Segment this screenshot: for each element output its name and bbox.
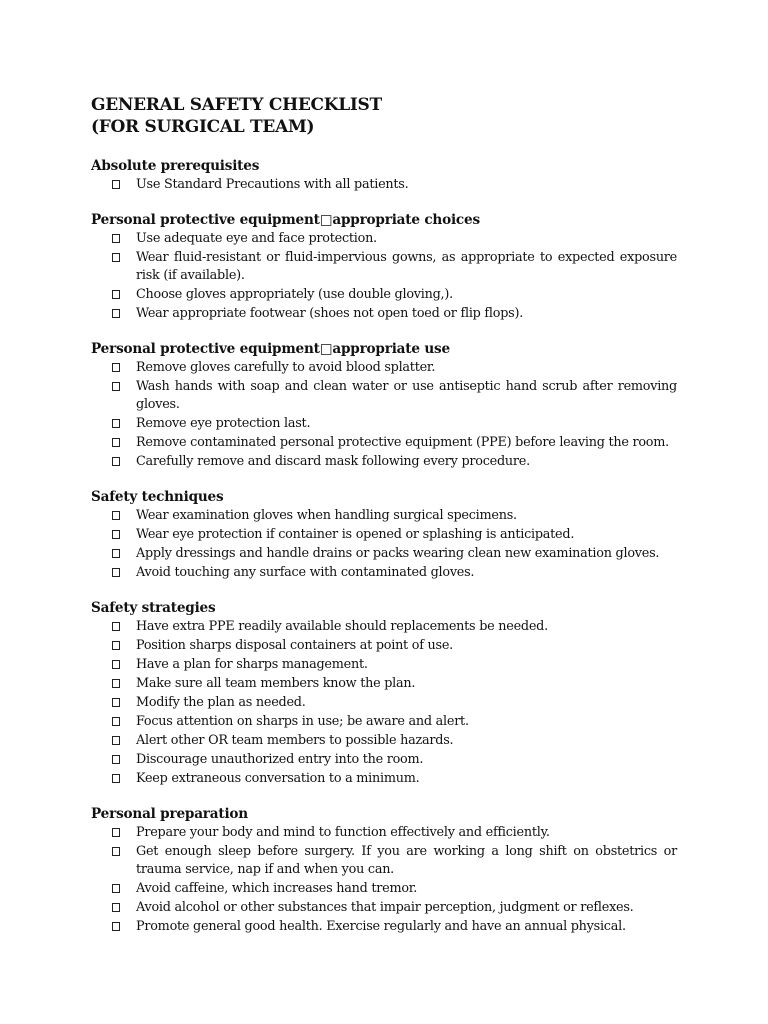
checklist-item-text: Alert other OR team members to possible hazards. [136,733,454,748]
checklist-item [91,564,677,582]
checklist-item [91,713,677,731]
checklist-item [91,880,677,898]
checkbox-icon[interactable] [112,549,120,558]
section-heading: Safety techniques [91,489,224,505]
checklist-item-text: Focus attention on sharps in use; be aware and alert. [136,714,469,729]
checklist-item-text: Remove contaminated personal protective equipment (PPE) before leaving the room. [136,435,669,450]
checklist-item-text: Avoid touching any surface with contaminated gloves. [136,565,475,580]
checkbox-icon[interactable] [112,290,120,299]
checklist-item [91,656,677,674]
checkbox-icon[interactable] [112,457,120,466]
checklist-item-text: Choose gloves appropriately (use double gloving,). [136,287,453,302]
checklist-section [91,488,677,582]
checklist-items [91,618,677,788]
checkbox-icon[interactable] [112,660,120,669]
checklist-item-text: Wear appropriate footwear (shoes not open toed or flip flops). [136,306,524,321]
checkbox-icon[interactable] [112,530,120,539]
checklist-item-text: Wear eye protection if container is opened or splashing is anticipated. [136,527,575,542]
checklist-item [91,507,677,525]
checklist-items [91,507,677,582]
checklist-item-text: Have a plan for sharps management. [136,657,368,672]
checklist-item [91,545,677,563]
checklist-section [91,157,677,194]
checklist-item [91,305,677,323]
checklist-item [91,694,677,712]
checklist-item-text: Prepare your body and mind to function effectively and efficiently. [136,825,550,840]
checklist-item [91,770,677,788]
checklist-item [91,675,677,693]
checkbox-icon[interactable] [112,774,120,783]
checkbox-icon[interactable] [112,419,120,428]
checklist-item-text: Use Standard Precautions with all patients. [136,177,409,192]
checkbox-icon[interactable] [112,679,120,688]
checklist-item [91,732,677,750]
section-heading: Safety strategies [91,600,216,616]
checklist-item-text: Have extra PPE readily available should replacements be needed. [136,619,548,634]
checkbox-icon[interactable] [112,922,120,931]
checkbox-icon[interactable] [112,698,120,707]
checklist-item-text: Avoid caffeine, which increases hand tremor. [136,881,418,896]
checklist-item [91,249,677,285]
document-title: GENERAL SAFETY CHECKLIST [91,95,382,115]
checkbox-icon[interactable] [112,736,120,745]
document-subtitle: (FOR SURGICAL TEAM) [91,117,315,137]
checklist-items [91,824,677,936]
checklist-item [91,526,677,544]
checkbox-icon[interactable] [112,568,120,577]
checklist-item-text: Wear fluid-resistant or fluid-impervious gowns, as appropriate to expected exposure risk (if available). [136,250,677,283]
checkbox-icon[interactable] [112,180,120,189]
checkbox-icon[interactable] [112,641,120,650]
checklist-section [91,211,677,323]
checkbox-icon[interactable] [112,622,120,631]
checkbox-icon[interactable] [112,363,120,372]
checklist-item [91,751,677,769]
checklist-item [91,434,677,452]
checkbox-icon[interactable] [112,511,120,520]
checklist-item [91,378,677,414]
checklist-item [91,286,677,304]
checklist-section [91,805,677,936]
section-heading: Absolute prerequisites [91,158,260,174]
checkbox-icon[interactable] [112,847,120,856]
checkbox-icon[interactable] [112,755,120,764]
section-heading: Personal protective equipment□appropriate choices [91,212,480,228]
checkbox-icon[interactable] [112,382,120,391]
checkbox-icon[interactable] [112,903,120,912]
checklist-item-text: Carefully remove and discard mask following every procedure. [136,454,530,469]
checklist-item [91,618,677,636]
checklist-item-text: Make sure all team members know the plan. [136,676,416,691]
checklist-items [91,176,677,194]
checklist-items [91,359,677,471]
checklist-item-text: Promote general good health. Exercise regularly and have an annual physical. [136,919,626,934]
checkbox-icon[interactable] [112,234,120,243]
checklist-item-text: Remove gloves carefully to avoid blood splatter. [136,360,436,375]
checklist-item-text: Wash hands with soap and clean water or use antiseptic hand scrub after removing gloves. [136,379,677,412]
checklist-section [91,340,677,471]
checklist-item [91,637,677,655]
checklist-item [91,918,677,936]
section-heading: Personal preparation [91,806,248,822]
checkbox-icon[interactable] [112,828,120,837]
checklist-item-text: Apply dressings and handle drains or packs wearing clean new examination gloves. [136,546,660,561]
checklist-item [91,453,677,471]
checklist-item [91,899,677,917]
checklist-item [91,415,677,433]
checklist-item-text: Get enough sleep before surgery. If you are working a long shift on obstetrics or trauma service, nap if and when you can. [136,844,677,877]
checklist-item [91,824,677,842]
checkbox-icon[interactable] [112,309,120,318]
checkbox-icon[interactable] [112,717,120,726]
checklist-item [91,230,677,248]
checklist-item-text: Avoid alcohol or other substances that impair perception, judgment or reflexes. [136,900,634,915]
checklist-document [91,94,677,953]
checklist-item-text: Remove eye protection last. [136,416,311,431]
checklist-item-text: Keep extraneous conversation to a minimum. [136,771,420,786]
checklist-item-text: Position sharps disposal containers at point of use. [136,638,453,653]
checklist-section [91,599,677,788]
checklist-sections [91,157,677,936]
checklist-item-text: Discourage unauthorized entry into the room. [136,752,424,767]
checklist-item [91,843,677,879]
checklist-item-text: Use adequate eye and face protection. [136,231,377,246]
checklist-item [91,359,677,377]
checklist-items [91,230,677,323]
checklist-item-text: Modify the plan as needed. [136,695,306,710]
checkbox-icon[interactable] [112,884,120,893]
checkbox-icon[interactable] [112,438,120,447]
section-heading: Personal protective equipment□appropriate use [91,341,450,357]
checklist-item-text: Wear examination gloves when handling surgical specimens. [136,508,517,523]
checklist-item [91,176,677,194]
checkbox-icon[interactable] [112,253,120,262]
